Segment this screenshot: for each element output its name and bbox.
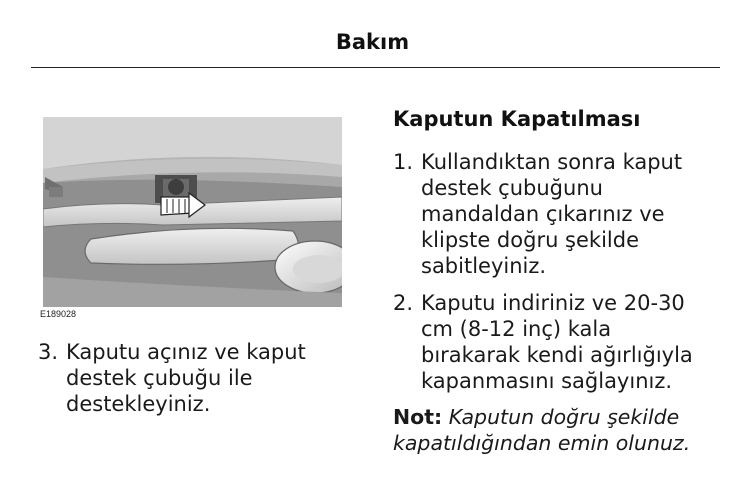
step-number: 3. [38, 340, 59, 364]
step-1 [393, 149, 723, 279]
step-text [421, 290, 693, 394]
header-divider [31, 67, 720, 68]
step-line: Kaputu açınız ve kaput [66, 340, 306, 364]
step-line: Kaputu indiriniz ve 20-30 [421, 291, 685, 315]
step-line: Kullandıktan sonra kaput [421, 150, 683, 174]
step-2 [393, 290, 723, 395]
step-number: 2. [393, 291, 414, 315]
note-line: kapatıldığından emin olunuz. [393, 431, 691, 455]
step-line: bırakarak kendi ağırlığıyla [421, 343, 693, 367]
step-line: destekleyiniz. [66, 392, 211, 416]
note [393, 404, 733, 456]
step-number: 1. [393, 150, 414, 174]
step-3 [38, 339, 338, 419]
note-label: Not: [393, 405, 443, 429]
page-title: Bakım [335, 30, 410, 54]
note-text: Kaputun doğru şekilde [448, 405, 680, 429]
step-text [66, 339, 306, 417]
section-title: Kaputun Kapatılması [393, 107, 641, 131]
note-line [393, 404, 733, 430]
step-line: klipste doğru şekilde [421, 228, 639, 252]
step-line: kapanmasını sağlayınız. [421, 369, 673, 393]
hood-support-illustration [43, 117, 342, 307]
step-line: destek çubuğunu [421, 176, 603, 200]
figure-code: E189028 [40, 309, 77, 319]
step-line: sabitleyiniz. [421, 254, 547, 278]
step-line: cm (8-12 inç) kala [421, 317, 612, 341]
step-text [421, 149, 682, 279]
step-line: mandaldan çıkarınız ve [421, 202, 665, 226]
step-line: destek çubuğu ile [66, 366, 253, 390]
